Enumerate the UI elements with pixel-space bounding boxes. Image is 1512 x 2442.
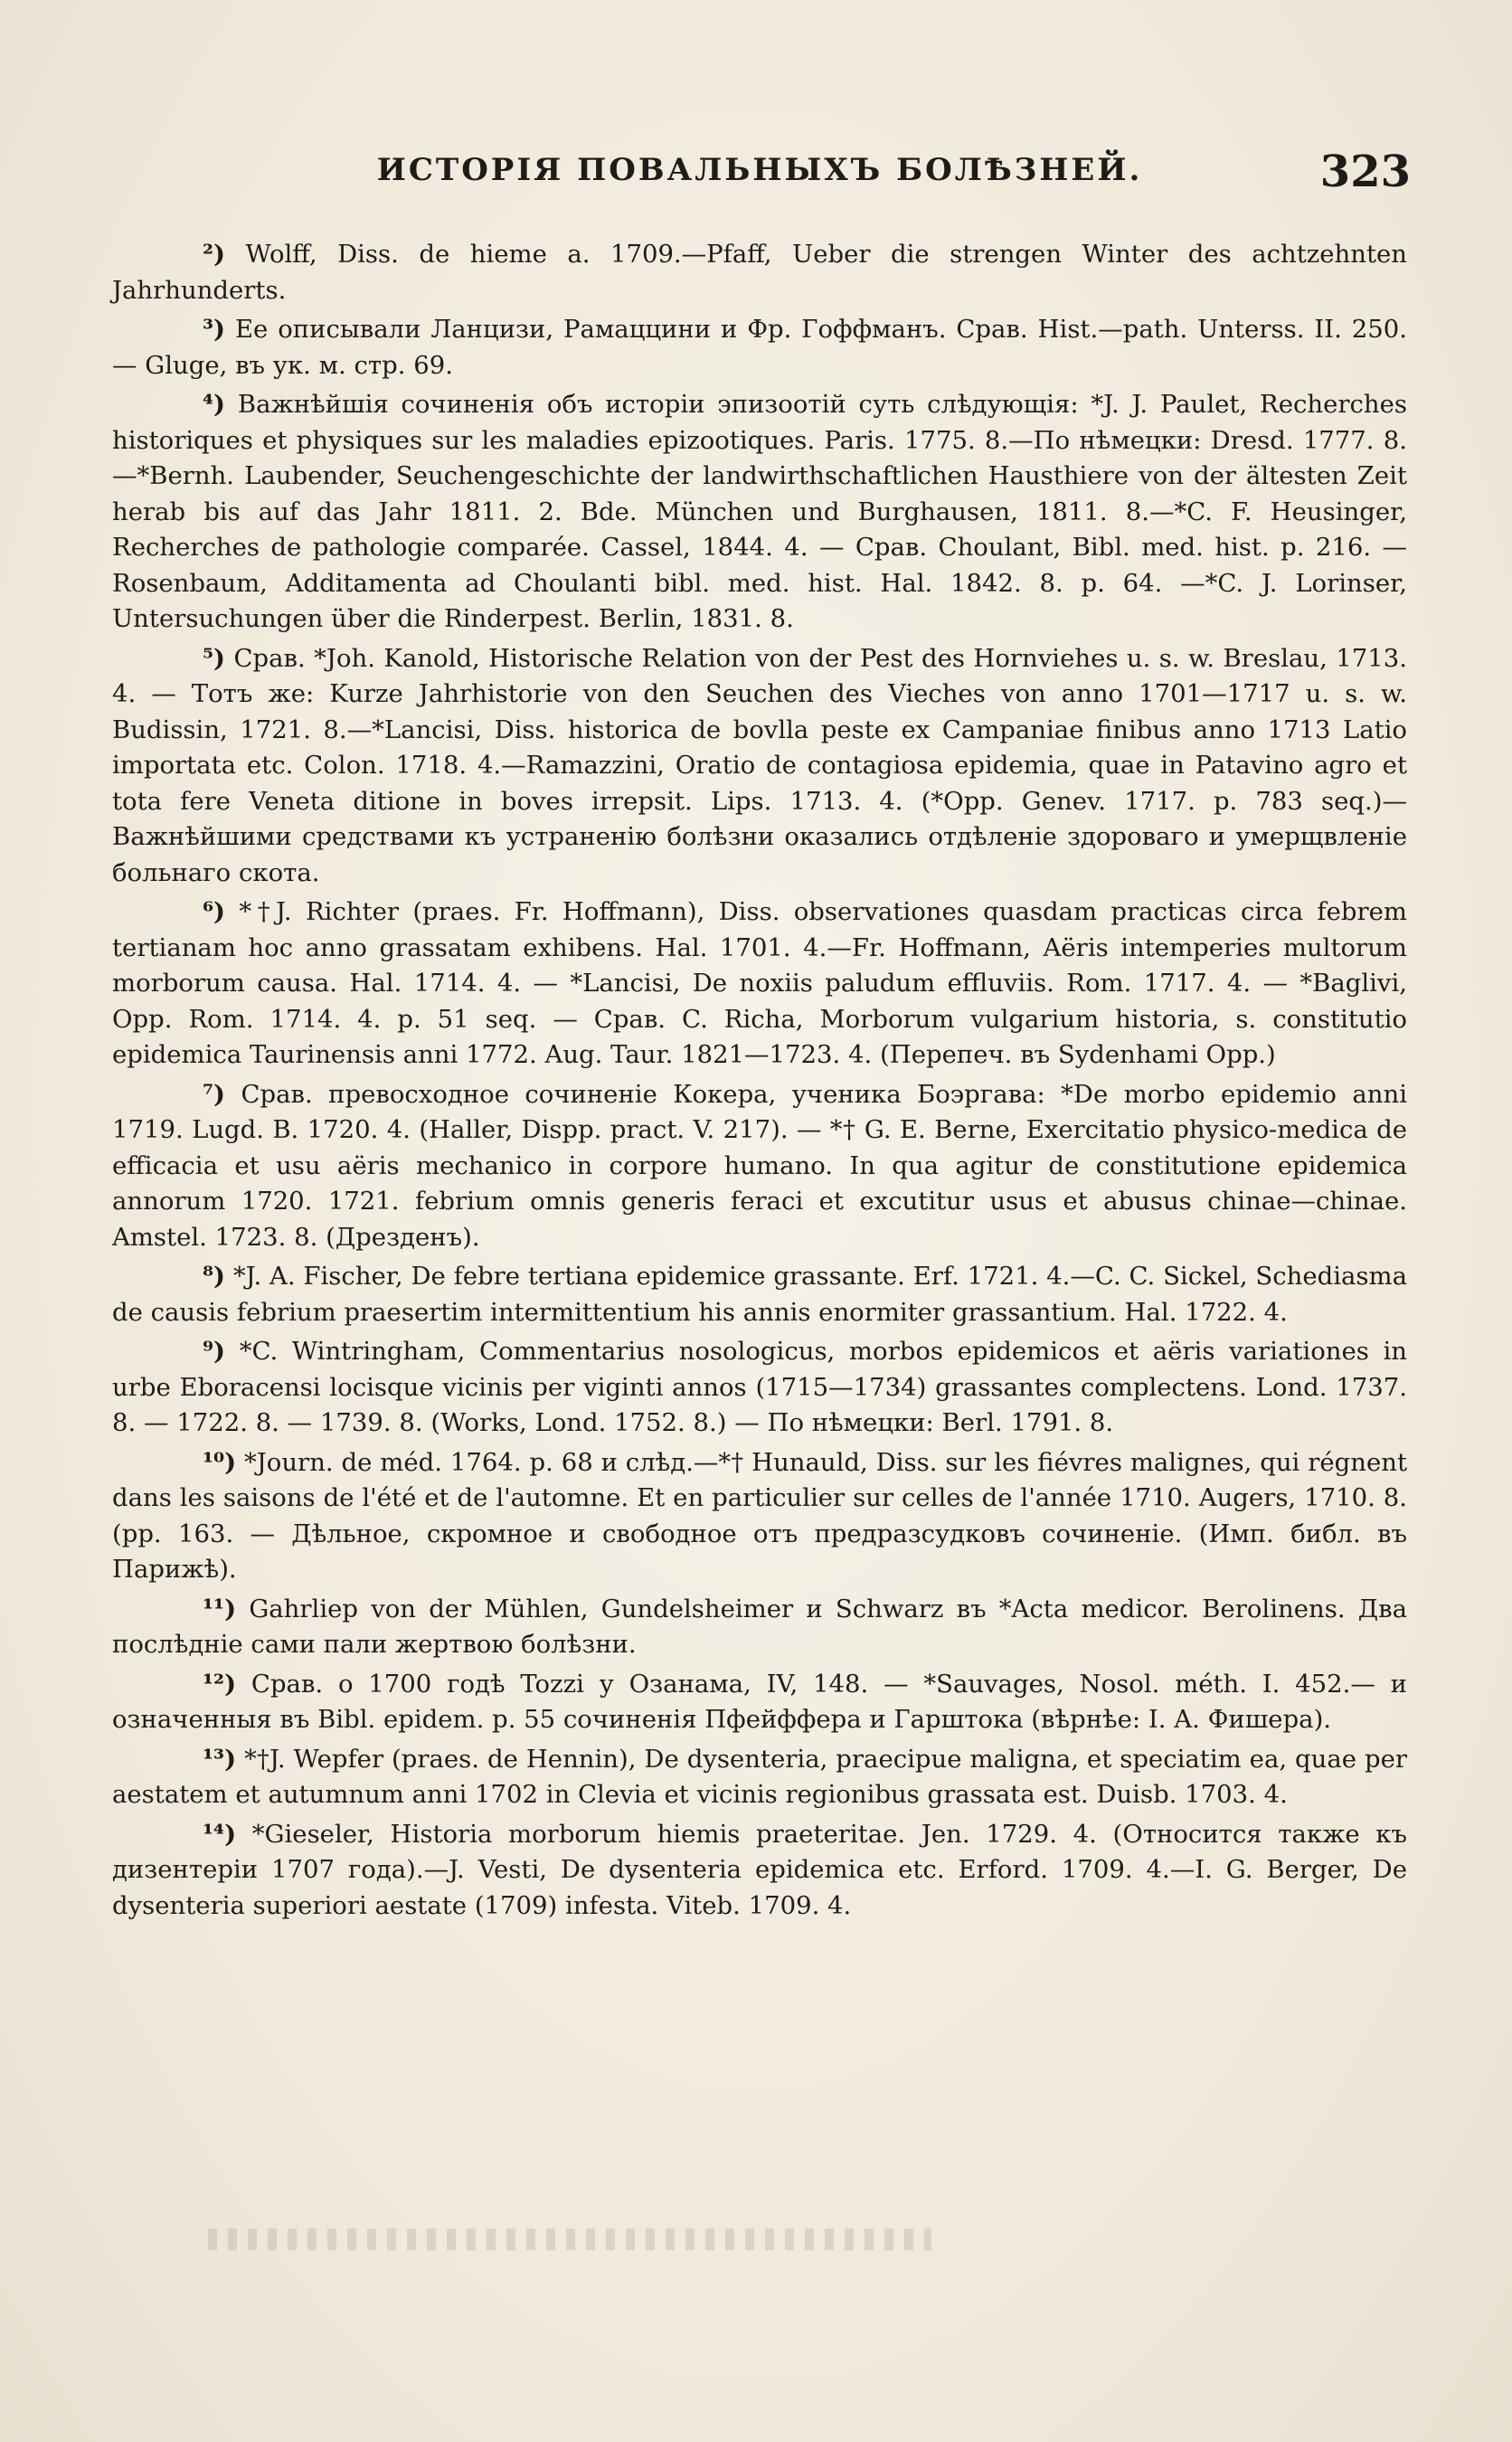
page-number: 323 [1319, 147, 1411, 197]
footnote [112, 894, 1407, 1074]
footnote [112, 1742, 1407, 1813]
footnote-mark: ⁶) [203, 897, 226, 926]
footnote [112, 312, 1407, 383]
footnote-text: Срав. о 1700 годѣ Tozzi у Озанама, IV, 148. — *Sauvages, Nosol. méth. I. 452.— и означенныя въ Bibl. epidem. p. 55 сочиненія Пфейффера и Гарштока (вѣрнѣе: I. A. Фишера). [112, 1669, 1407, 1734]
footnote-text: *J. A. Fischer, De febre tertiana epidemice grassante. Erf. 1721. 4.—C. C. Sickel, Schediasma de causis febrium praesertim intermittentium his annis enormiter grassantium. Hal. 1722. 4. [112, 1262, 1407, 1327]
footnote-text: *Journ. de méd. 1764. p. 68 и слѣд.—*† Hunauld, Diss. sur les fiévres malignes, qui régnent dans les saisons de l'été et de l'automne. Et en particulier sur celles de l'année 1710. Augers, 1710. 8. (pp. 163. — Дѣльное, скромное и свободное отъ предразсудковъ сочиненіе. (Имп. библ. въ Парижѣ). [112, 1447, 1407, 1584]
footnote-mark: ¹³) [203, 1744, 237, 1774]
footnote-mark: ³) [203, 315, 226, 344]
footnote [112, 1817, 1407, 1925]
footnote-text: *†J. Richter (praes. Fr. Hoffmann), Diss. observationes quasdam practicas circa febrem tertianam hoc anno grassatam exhibens. Hal. 1701. 4.—Fr. Hoffmann, Aëris intemperies multorum morborum causa. Hal. 1714. 4. — *Lancisi, De noxiis paludum effluviis. Rom. 1717. 4. — *Baglivi, Opp. Rom. 1714. 4. p. 51 seq. — Срав. C. Richa, Morborum vulgarium historia, s. constitutio epidemica Taurinensis anni 1772. Aug. Taur. 1821—1723. 4. (Перепеч. въ Sydenhami Opp.) [112, 897, 1407, 1069]
footnote-mark: ²) [203, 240, 226, 269]
bleed-through-shadow [208, 2229, 931, 2250]
footnote-mark: ⁸) [203, 1262, 226, 1291]
footnote [112, 1667, 1407, 1738]
footnote-text: Wolff, Diss. de hieme a. 1709.—Pfaff, Ueber die strengen Winter des achtzehnten Jahrhunderts. [112, 240, 1407, 305]
footnote-mark: ⁴) [203, 390, 226, 419]
footnote-text: *Gieseler, Historia morborum hiemis praeteritae. Jen. 1729. 4. (Относится также къ дизентеріи 1707 года).—J. Vesti, De dysenteria epidemica etc. Erford. 1709. 4.—I. G. Berger, De dysenteria superiori aestate (1709) infesta. Viteb. 1709. 4. [112, 1819, 1407, 1920]
footnote-text: Ее описывали Ланцизи, Рамаццини и Фр. Гоффманъ. Срав. Hist.—path. Unterss. II. 250. — Gluge, въ ук. м. стр. 69. [112, 315, 1407, 380]
footnote [112, 1334, 1407, 1442]
footnote-mark: ¹²) [203, 1669, 237, 1699]
footnote-mark: ¹¹) [203, 1594, 237, 1623]
footnote-text: *†J. Wepfer (praes. de Hennin), De dysenteria, praecipue maligna, et speciatim ea, quae per aestatem et autumnum anni 1702 in Clevia et vicinis regionibus grassata est. Duisb. 1703. 4. [112, 1744, 1407, 1809]
footnote-mark: ¹⁴) [203, 1819, 237, 1849]
footnote [112, 237, 1407, 308]
footnote-text: Срав. превосходное сочиненіе Кокера, ученика Боэргава: *De morbo epidemio anni 1719. Lugd. B. 1720. 4. (Haller, Dispp. pract. V. 217). — *† G. E. Berne, Exercitatio physico-medica de efficacia et usu aëris mechanico in corpore humano. In qua agitur de constitutione epidemica annorum 1720. 1721. febrium omnis generis feraci et excutitur usus et abusus chinae—chinae. Amstel. 1723. 8. (Дрезденъ). [112, 1079, 1407, 1252]
footnote [112, 1592, 1407, 1663]
footnote-text: Важнѣйшія сочиненія объ исторіи эпизоотій суть слѣдующія: *J. J. Paulet, Recherches historiques et physiques sur les maladies epizootiques. Paris. 1775. 8.—По нѣмецки: Dresd. 1777. 8.—*Bernh. Laubender, Seuchengeschichte der landwirthschaftlichen Hausthiere von der ältesten Zeit herab bis auf das Jahr 1811. 2. Bde. München und Burghausen, 1811. 8.—*C. F. Heusinger, Recherches de pathologie comparée. Cassel, 1844. 4. — Срав. Choulant, Bibl. med. hist. p. 216. — Rosenbaum, Additamenta ad Choulanti bibl. med. hist. Hal. 1842. 8. p. 64. —*C. J. Lorinser, Untersuchungen über die Rinderpest. Berlin, 1831. 8. [112, 390, 1407, 633]
footnote-text: *C. Wintringham, Commentarius nosologicus, morbos epidemicos et aëris variationes in urbe Eboracensi locisque vicinis per viginti annos (1715—1734) grassantes complectens. Lond. 1737. 8. — 1722. 8. — 1739. 8. (Works, Lond. 1752. 8.) — По нѣмецки: Berl. 1791. 8. [112, 1337, 1407, 1437]
footnote-mark: ¹⁰) [203, 1447, 237, 1477]
footnote-mark: ⁷) [203, 1079, 226, 1109]
footnote [112, 387, 1407, 638]
footnote-text: Gahrliep von der Mühlen, Gundelsheimer и Schwarz въ *Acta medicor. Berolinens. Два послѣдніе сами пали жертвою болѣзни. [112, 1594, 1407, 1659]
footnote-mark: ⁹) [203, 1337, 226, 1366]
footnote [112, 641, 1407, 892]
footnote-text: Срав. *Joh. Kanold, Historische Relation von der Pest des Hornviehes u. s. w. Breslau, 1713. 4. — Тотъ же: Kurze Jahrhistorie von den Seuchen des Vieches von anno 1701—1717 u. s. w. Budissin, 1721. 8.—*Lancisi, Diss. historica de bovlla peste ex Campaniae finibus anno 1713 Latio importata etc. Colon. 1718. 4.—Ramazzini, Oratio de contagiosa epidemia, quae in Patavino agro et tota fere Veneta ditione in boves irrepsit. Lips. 1713. 4. (*Opp. Genev. 1717. p. 783 seq.)—Важнѣйшими средствами къ устраненію болѣзни оказались отдѣленіе здороваго и умерщвленіе больнаго скота. [112, 643, 1407, 887]
footnote-mark: ⁵) [203, 643, 226, 673]
running-title: ИСТОРІЯ ПОВАЛЬНЫХЪ БОЛѢЗНЕЙ. [376, 152, 1143, 188]
footnote [112, 1077, 1407, 1256]
page-header [109, 147, 1411, 206]
footnotes-block [112, 237, 1407, 1927]
footnote [112, 1259, 1407, 1330]
footnote [112, 1445, 1407, 1588]
